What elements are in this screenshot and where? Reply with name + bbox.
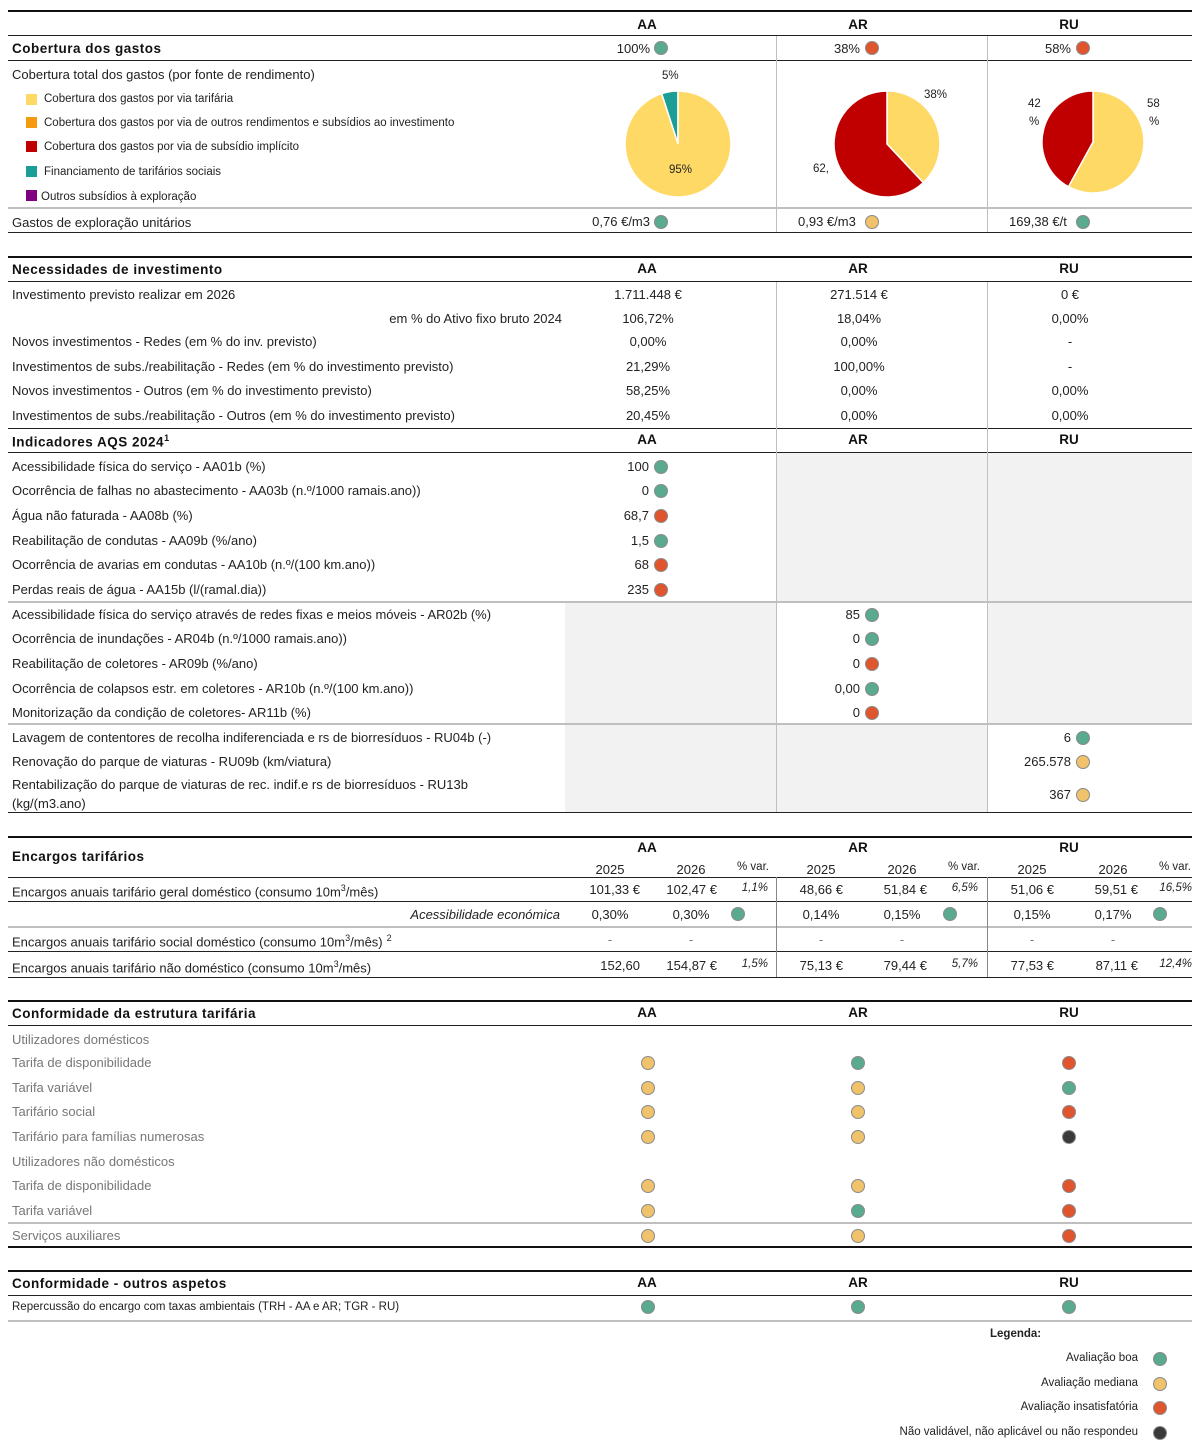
- status-median-icon: [641, 1081, 655, 1095]
- status-good-icon: [851, 1204, 865, 1218]
- estrutura-row-label: Tarifa de disponibilidade: [12, 1055, 152, 1070]
- aqs-ar-value: 85: [845, 607, 860, 622]
- investimento-value-ar: 0,00%: [840, 383, 878, 398]
- aqs-aa-value: 0: [641, 483, 649, 498]
- col-header-ar: AR: [848, 1005, 868, 1020]
- col-header-ru: RU: [1059, 840, 1079, 855]
- gastos-value-ar: 0,93 €/m3: [798, 214, 856, 229]
- legenda-label: Avaliação boa: [1065, 1352, 1138, 1364]
- status-bad-icon: [1062, 1179, 1076, 1193]
- status-good-icon: [1076, 731, 1090, 745]
- status-bad-icon: [1153, 1401, 1167, 1415]
- acessibilidade-value: 0,17%: [1094, 907, 1132, 922]
- col-header-ar: AR: [848, 840, 868, 855]
- status-good-icon: [1062, 1081, 1076, 1095]
- pie-ru-label-58-pct: %: [1149, 116, 1160, 128]
- legend-label-tarifarios-sociais: Financiamento de tarifários sociais: [44, 166, 222, 178]
- investimento-row-label: Investimento previsto realizar em 2026: [12, 287, 236, 302]
- legenda-label: Avaliação mediana: [1041, 1377, 1138, 1389]
- status-bad-icon: [654, 509, 668, 523]
- cobertura-value-ar: 38%: [833, 41, 860, 56]
- aqs-ar-row-label: Acessibilidade física do serviço através de redes fixas e meios móveis - AR02b (%): [12, 607, 492, 622]
- investimento-value-ru: 0 €: [1060, 287, 1080, 302]
- encargos-var: 5,7%: [951, 958, 978, 970]
- estrutura-row-label: Tarifa de disponibilidade: [12, 1178, 152, 1193]
- aqs-aa-value: 235: [627, 582, 649, 597]
- pie-ru-label-42-pct: %: [1029, 116, 1040, 128]
- status-good-icon: [1153, 907, 1167, 921]
- encargos-social-value: -: [688, 932, 694, 947]
- encargos-social-value: -: [899, 932, 905, 947]
- status-median-icon: [851, 1179, 865, 1193]
- aqs-ru-value: 367: [1049, 787, 1071, 802]
- aqs-ru-value: 6: [1063, 730, 1071, 745]
- status-bad-icon: [1062, 1056, 1076, 1070]
- aqs-ar-value: 0,00: [834, 681, 860, 696]
- status-good-icon: [654, 484, 668, 498]
- investimento-value-aa: 1.711.448 €: [614, 287, 682, 302]
- legend-label-subsidio-implicito: Cobertura dos gastos por via de subsídio implícito: [44, 141, 300, 153]
- col-header-ru: RU: [1059, 261, 1079, 276]
- status-median-icon: [1153, 1377, 1167, 1391]
- estrutura-title: Conformidade da estrutura tarifária: [12, 1006, 257, 1021]
- status-median-icon: [865, 215, 879, 229]
- col-header-ar: AR: [848, 261, 868, 276]
- col-header-ru: RU: [1059, 432, 1079, 447]
- status-na-icon: [1153, 1426, 1167, 1440]
- col-header-ar: AR: [848, 1275, 868, 1290]
- gastos-value-ru: 169,38 €/t: [1009, 214, 1067, 229]
- estrutura-row-label: Tarifário para famílias numerosas: [12, 1129, 205, 1144]
- cobertura-title: Cobertura dos gastos: [12, 41, 162, 56]
- col-header-ru: RU: [1059, 1275, 1079, 1290]
- subheader-year-2025: 2025: [595, 862, 625, 877]
- col-header-aa: AA: [637, 17, 657, 32]
- status-median-icon: [641, 1130, 655, 1144]
- aqs-ru-row-label: Rentabilização do parque de viaturas de rec. indif.e rs de biorresíduos - RU13b: [12, 777, 468, 792]
- status-median-icon: [641, 1105, 655, 1119]
- subheader-year-2025: 2025: [1017, 862, 1047, 877]
- legend-swatch-tarifarios-sociais: [26, 166, 37, 177]
- investimento-value-aa: 21,29%: [625, 359, 671, 374]
- investimento-row-label: Novos investimentos - Redes (em % do inv. previsto): [12, 334, 317, 349]
- legend-swatch-outros-rendimentos: [26, 117, 37, 128]
- pie-ru-label-42: 42: [1028, 98, 1041, 110]
- encargos-title: Encargos tarifários: [12, 849, 145, 864]
- acessibilidade-value: 0,15%: [883, 907, 921, 922]
- col-header-aa: AA: [637, 840, 657, 855]
- col-header-aa: AA: [637, 261, 657, 276]
- col-header-ru: RU: [1059, 1005, 1079, 1020]
- status-bad-icon: [1062, 1204, 1076, 1218]
- status-median-icon: [1076, 788, 1090, 802]
- aqs-ar-row-label: Ocorrência de colapsos estr. em coletores - AR10b (n.º/(100 km.ano)): [12, 681, 414, 696]
- investimento-value-ar: 18,04%: [836, 311, 882, 326]
- encargos-value: 75,13 €: [799, 958, 843, 973]
- encargos-value: 152,60: [600, 958, 640, 973]
- pie-aa-label-95: 95%: [669, 164, 693, 176]
- legenda-label: Avaliação insatisfatória: [1020, 1401, 1138, 1413]
- aqs-aa-row-label: Perdas reais de água - AA15b (l/(ramal.dia)): [12, 582, 267, 597]
- investimento-value-aa: 106,72%: [622, 311, 674, 326]
- subheader-year-2025: 2025: [806, 862, 836, 877]
- encargos-var: 16,5%: [1159, 882, 1192, 894]
- estrutura-row-label: Tarifa variável: [12, 1080, 93, 1095]
- col-header-aa: AA: [637, 1005, 657, 1020]
- status-good-icon: [1153, 1352, 1167, 1366]
- outros-title: Conformidade - outros aspetos: [12, 1276, 227, 1291]
- status-good-icon: [851, 1300, 865, 1314]
- encargos-row-label: Encargos anuais tarifário não doméstico (consumo $10m^3/mês$): [12, 959, 372, 976]
- aqs-ar-row-label: Ocorrência de inundações - AR04b (n.º/1000 ramais.ano)): [12, 631, 347, 646]
- investimento-value-aa: 0,00%: [629, 334, 667, 349]
- status-good-icon: [654, 41, 668, 55]
- status-good-icon: [654, 534, 668, 548]
- outros-row-label: Repercussão do encargo com taxas ambientais (TRH - AA e AR; TGR - RU): [12, 1301, 400, 1313]
- status-bad-icon: [865, 41, 879, 55]
- acessibilidade-value: 0,30%: [591, 907, 629, 922]
- status-good-icon: [865, 608, 879, 622]
- col-header-aa: AA: [637, 432, 657, 447]
- encargos-value: 51,06 €: [1010, 882, 1054, 897]
- status-good-icon: [1062, 1300, 1076, 1314]
- aqs-ru-row-label: Renovação do parque de viaturas - RU09b (km/viatura): [12, 754, 332, 769]
- subheader-var: % var.: [737, 861, 769, 873]
- status-bad-icon: [865, 706, 879, 720]
- pie-ar-label-38: 38%: [924, 89, 948, 101]
- legenda-title: Legenda:: [990, 1328, 1042, 1340]
- legend-swatch-subsidio-implicito: [26, 141, 37, 152]
- subheader-var: % var.: [1159, 861, 1191, 873]
- status-median-icon: [641, 1204, 655, 1218]
- aqs-ar-value: 0: [852, 631, 860, 646]
- estrutura-row-label: Utilizadores não domésticos: [12, 1154, 175, 1169]
- aqs-aa-row-label: Água não faturada - AA08b (%): [12, 508, 193, 523]
- gastos-value-aa: 0,76 €/m3: [592, 214, 650, 229]
- aqs-aa-value: 68,7: [623, 508, 649, 523]
- investimento-value-ru: -: [1067, 359, 1073, 374]
- encargos-value: 102,47 €: [666, 882, 717, 897]
- investimento-row-label: em % do Ativo fixo bruto 2024: [389, 311, 562, 326]
- acessibilidade-label: Acessibilidade económica: [410, 907, 560, 922]
- acessibilidade-value: 0,14%: [802, 907, 840, 922]
- legend-label-outros-rendimentos: Cobertura dos gastos por via de outros rendimentos e subsídios ao investimento: [44, 117, 455, 129]
- status-bad-icon: [865, 657, 879, 671]
- col-header-ar: AR: [848, 432, 868, 447]
- investimento-title: Necessidades de investimento: [12, 262, 223, 277]
- encargos-social-value: -: [1029, 932, 1035, 947]
- pie-ru-label-58: 58: [1147, 98, 1160, 110]
- pie-chart-ru: [1037, 86, 1149, 198]
- pie-ar-label-62: 62,: [813, 163, 829, 175]
- aqs-ar-value: 0: [852, 656, 860, 671]
- encargos-var: 1,1%: [741, 882, 768, 894]
- encargos-social-value: -: [1110, 932, 1116, 947]
- pie-chart-aa: [620, 86, 736, 202]
- investimento-row-label: Investimentos de subs./reabilitação - Outros (em % do investimento previsto): [12, 408, 455, 423]
- aqs-aa-row-label: Acessibilidade física do serviço - AA01b (%): [12, 459, 266, 474]
- gastos-label: Gastos de exploração unitários: [12, 215, 192, 230]
- encargos-value: 51,84 €: [883, 882, 927, 897]
- status-median-icon: [851, 1229, 865, 1243]
- subheader-year-2026: 2026: [676, 862, 706, 877]
- encargos-value: 79,44 €: [883, 958, 927, 973]
- col-header-aa: AA: [637, 1275, 657, 1290]
- encargos-social-value: -: [607, 932, 613, 947]
- estrutura-row-label: Tarifa variável: [12, 1203, 93, 1218]
- legend-swatch-outros-subsidios: [26, 190, 37, 201]
- status-good-icon: [943, 907, 957, 921]
- status-good-icon: [865, 632, 879, 646]
- legend-swatch-tarifaria: [26, 94, 37, 105]
- acessibilidade-value: 0,15%: [1013, 907, 1051, 922]
- investimento-value-ru: 0,00%: [1051, 408, 1089, 423]
- status-good-icon: [865, 682, 879, 696]
- status-good-icon: [654, 460, 668, 474]
- encargos-value: 87,11 €: [1095, 958, 1138, 973]
- aqs-ru-value: 265.578: [1024, 754, 1071, 769]
- pie-chart-ar: [829, 86, 948, 202]
- subheader-year-2026: 2026: [887, 862, 917, 877]
- status-good-icon: [654, 215, 668, 229]
- subheader-var: % var.: [948, 861, 980, 873]
- aqs-aa-value: 100: [627, 459, 649, 474]
- cobertura-value-aa: 100%: [616, 41, 650, 56]
- legend-label-tarifaria: Cobertura dos gastos por via tarifária: [44, 93, 234, 105]
- investimento-value-ru: -: [1067, 334, 1073, 349]
- aqs-ar-row-label: Monitorização da condição de coletores- AR11b (%): [12, 705, 311, 720]
- encargos-value: 101,33 €: [589, 882, 640, 897]
- aqs-aa-row-label: Reabilitação de condutas - AA09b (%/ano): [12, 533, 257, 548]
- status-median-icon: [641, 1229, 655, 1243]
- aqs-aa-row-label: Ocorrência de avarias em condutas - AA10b (n.º/(100 km.ano)): [12, 557, 376, 572]
- status-median-icon: [851, 1105, 865, 1119]
- status-bad-icon: [1062, 1229, 1076, 1243]
- investimento-value-aa: 20,45%: [625, 408, 671, 423]
- encargos-row-label: Encargos anuais tarifário social doméstico (consumo $10m^3/mês$) $^2$: [12, 933, 392, 950]
- investimento-value-ar: 100,00%: [833, 359, 885, 374]
- aqs-ru-row-label: Lavagem de contentores de recolha indiferenciada e rs de biorresíduos - RU04b (-): [12, 730, 492, 745]
- status-median-icon: [851, 1130, 865, 1144]
- aqs-title: Indicadores AQS 2024$^1$: [12, 433, 170, 450]
- status-median-icon: [1076, 755, 1090, 769]
- estrutura-row-label: Tarifário social: [12, 1104, 96, 1119]
- aqs-ar-row-label: Reabilitação de coletores - AR09b (%/ano): [12, 656, 258, 671]
- col-header-ar: AR: [848, 17, 868, 32]
- investimento-row-label: Novos investimentos - Outros (em % do investimento previsto): [12, 383, 372, 398]
- status-good-icon: [851, 1056, 865, 1070]
- legend-label-outros-subsidios: Outros subsídios à exploração: [41, 191, 197, 203]
- acessibilidade-value: 0,30%: [672, 907, 710, 922]
- encargos-value: 154,87 €: [666, 958, 717, 973]
- subheader-year-2026: 2026: [1098, 862, 1128, 877]
- encargos-value: 48,66 €: [799, 882, 843, 897]
- status-na-icon: [1062, 1130, 1076, 1144]
- status-bad-icon: [1062, 1105, 1076, 1119]
- encargos-value: 59,51 €: [1094, 882, 1138, 897]
- investimento-value-ru: 0,00%: [1051, 383, 1089, 398]
- cobertura-total-label: Cobertura total dos gastos (por fonte de rendimento): [12, 67, 315, 82]
- status-bad-icon: [654, 583, 668, 597]
- investimento-value-ar: 0,00%: [840, 408, 878, 423]
- aqs-ru-row-label-cont: (kg/(m3.ano): [12, 796, 86, 811]
- pie-slice: [625, 91, 731, 197]
- estrutura-row-label: Utilizadores domésticos: [12, 1032, 150, 1047]
- investimento-row-label: Investimentos de subs./reabilitação - Redes (em % do investimento previsto): [12, 359, 454, 374]
- aqs-aa-value: 1,5: [630, 533, 649, 548]
- investimento-value-aa: 58,25%: [625, 383, 671, 398]
- investimento-value-ar: 271.514 €: [830, 287, 888, 302]
- encargos-row-label: Encargos anuais tarifário geral doméstico (consumo $10m^3/mês$): [12, 883, 379, 900]
- status-good-icon: [731, 907, 745, 921]
- status-median-icon: [641, 1056, 655, 1070]
- cobertura-value-ru: 58%: [1044, 41, 1071, 56]
- pie-aa-label-5: 5%: [662, 70, 679, 82]
- estrutura-row-label: Serviços auxiliares: [12, 1228, 121, 1243]
- status-median-icon: [641, 1179, 655, 1193]
- aqs-aa-value: 68: [634, 557, 649, 572]
- status-good-icon: [641, 1300, 655, 1314]
- encargos-var: 6,5%: [951, 882, 978, 894]
- encargos-var: 12,4%: [1159, 958, 1192, 970]
- status-bad-icon: [654, 558, 668, 572]
- legenda-label: Não validável, não aplicável ou não respondeu: [899, 1426, 1138, 1438]
- aqs-ar-value: 0: [852, 705, 860, 720]
- investimento-value-ru: 0,00%: [1051, 311, 1089, 326]
- encargos-value: 77,53 €: [1010, 958, 1054, 973]
- status-good-icon: [1076, 215, 1090, 229]
- encargos-var: 1,5%: [741, 958, 768, 970]
- status-median-icon: [851, 1081, 865, 1095]
- col-header-ru: RU: [1059, 17, 1079, 32]
- status-bad-icon: [1076, 41, 1090, 55]
- encargos-social-value: -: [818, 932, 824, 947]
- aqs-aa-row-label: Ocorrência de falhas no abastecimento - AA03b (n.º/1000 ramais.ano)): [12, 483, 421, 498]
- investimento-value-ar: 0,00%: [840, 334, 878, 349]
